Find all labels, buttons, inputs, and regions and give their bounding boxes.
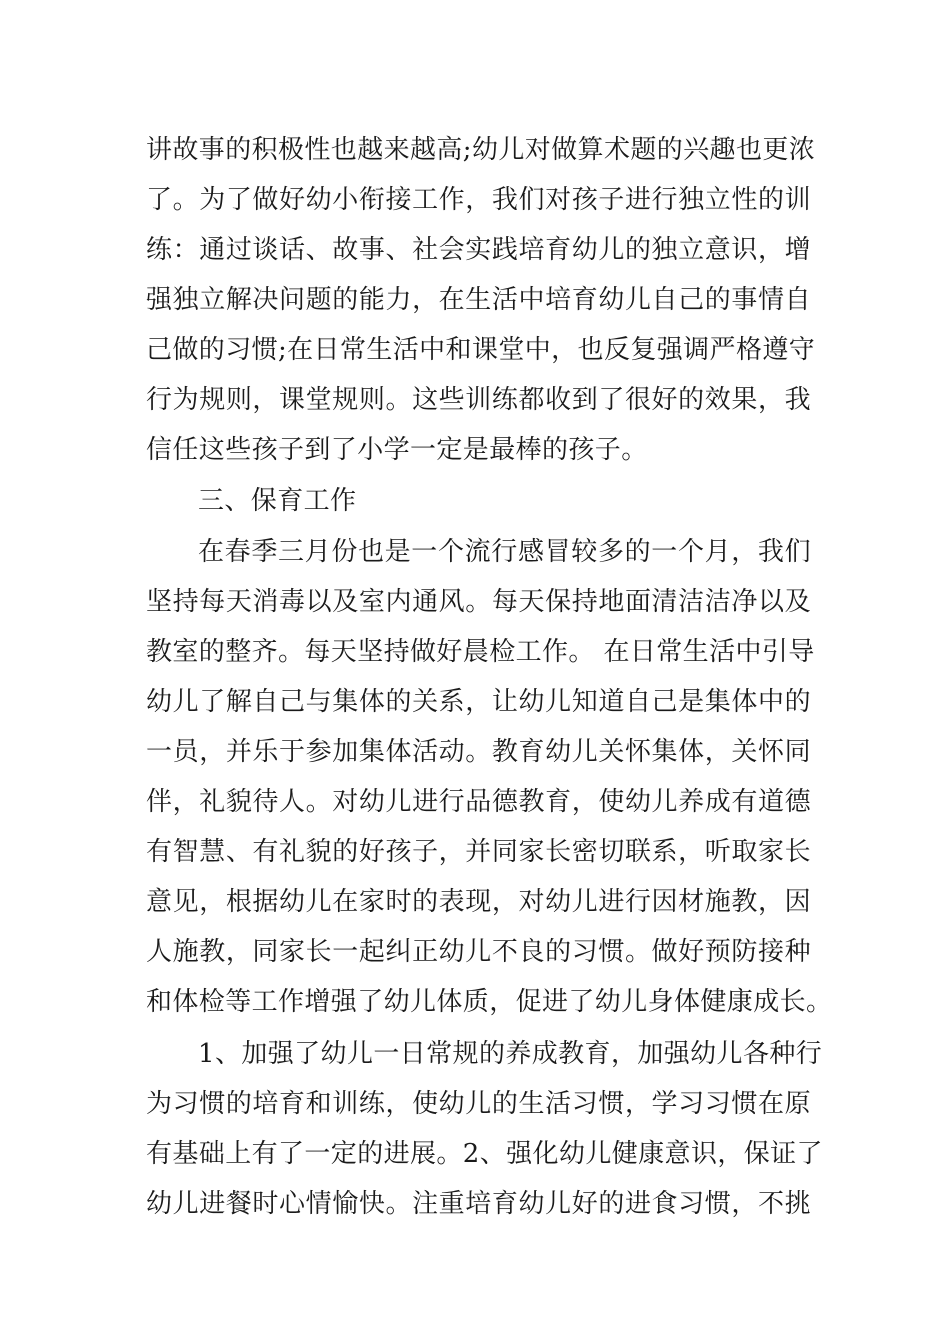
text-line: 一员，并乐于参加集体活动。教育幼儿关怀集体，关怀同 xyxy=(146,737,811,767)
text-line: 为习惯的培育和训练，使幼儿的生活习惯，学习习惯在原 xyxy=(146,1089,811,1119)
text-line: 行为规则，课堂规则。这些训练都收到了很好的效果，我 xyxy=(146,385,811,415)
text-line: 讲故事的积极性也越来越高;幼儿对做算术题的兴趣也更浓 xyxy=(146,135,816,165)
text-line: 意见，根据幼儿在家时的表现，对幼儿进行因材施教，因 xyxy=(146,887,811,917)
text-line: 教室的整齐。每天坚持做好晨检工作。 在日常生活中引导 xyxy=(146,637,815,667)
text-line: 有基础上有了一定的进展。2、强化幼儿健康意识，保证了 xyxy=(146,1139,823,1169)
text-line: 幼儿进餐时心情愉快。注重培育幼儿好的进食习惯，不挑 xyxy=(146,1189,811,1219)
text-line: 和体检等工作增强了幼儿体质，促进了幼儿身体健康成长。 xyxy=(146,987,833,1017)
text-line: 1、加强了幼儿一日常规的养成教育，加强幼儿各种行 xyxy=(198,1039,823,1069)
text-line: 了。为了做好幼小衔接工作，我们对孩子进行独立性的训 xyxy=(146,185,811,215)
text-line: 幼儿了解自己与集体的关系，让幼儿知道自己是集体中的 xyxy=(146,687,811,717)
text-line: 有智慧、有礼貌的好孩子，并同家长密切联系，听取家长 xyxy=(146,837,811,867)
text-line: 坚持每天消毒以及室内通风。每天保持地面清洁洁净以及 xyxy=(146,587,811,617)
text-line: 人施教，同家长一起纠正幼儿不良的习惯。做好预防接种 xyxy=(146,937,811,967)
text-line: 在春季三月份也是一个流行感冒较多的一个月，我们 xyxy=(198,537,811,567)
text-line: 己做的习惯;在日常生活中和课堂中，也反复强调严格遵守 xyxy=(146,335,816,365)
text-line: 信任这些孩子到了小学一定是最棒的孩子。 xyxy=(146,435,648,465)
text-line: 练：通过谈话、故事、社会实践培育幼儿的独立意识，增 xyxy=(146,235,811,265)
section-heading: 三、保育工作 xyxy=(198,486,357,516)
text-line: 伴，礼貌待人。对幼儿进行品德教育，使幼儿养成有道德 xyxy=(146,787,811,817)
text-line: 强独立解决问题的能力，在生活中培育幼儿自己的事情自 xyxy=(146,285,811,315)
